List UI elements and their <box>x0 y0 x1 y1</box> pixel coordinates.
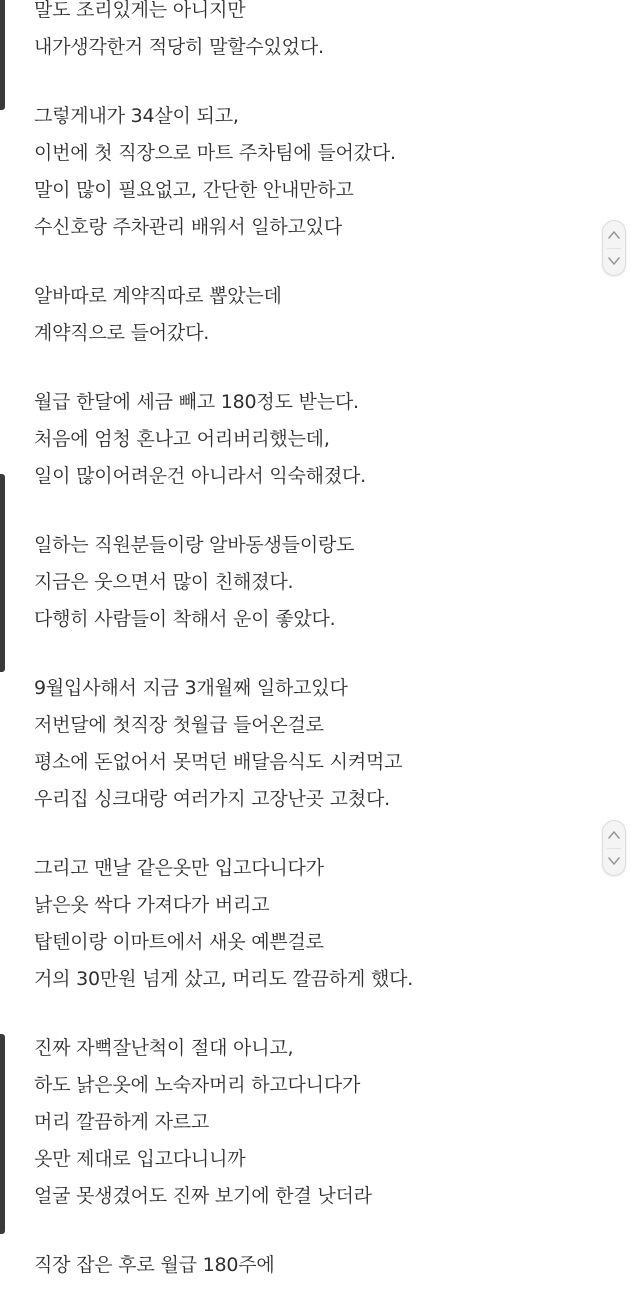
post-text-line: 우리집 싱크대랑 여러가지 고장난곳 고쳤다. <box>34 788 390 810</box>
post-text-line: 직장 잡은 후로 월급 180주에 <box>34 1254 275 1276</box>
post-text-line: 일하는 직원분들이랑 알바동생들이랑도 <box>34 534 355 556</box>
chevron-down-icon <box>603 248 625 274</box>
chevron-up-icon <box>603 222 625 248</box>
post-text-line: 낡은옷 싹다 가져다가 버리고 <box>34 894 270 916</box>
scroll-down-button[interactable] <box>603 248 625 274</box>
post-text-line: 처음에 엄청 혼나고 어리버리했는데, <box>34 428 330 450</box>
post-text-line: 그렇게내가 34살이 되고, <box>34 105 239 127</box>
post-paragraph <box>34 670 604 818</box>
post-paragraph <box>34 278 604 352</box>
post-paragraph <box>34 527 604 638</box>
post-body <box>34 0 604 1316</box>
chevron-up-icon <box>603 822 625 848</box>
post-text-line: 수신호랑 주차관리 배워서 일하고있다 <box>34 216 342 238</box>
post-paragraph <box>34 1247 604 1284</box>
post-text-line: 그리고 맨날 같은옷만 입고다니다가 <box>34 857 324 879</box>
post-text-line: 다행히 사람들이 착해서 운이 좋았다. <box>34 608 336 630</box>
post-text-line: 머리 깔끔하게 자르고 <box>34 1111 210 1133</box>
post-paragraph <box>34 0 604 66</box>
post-paragraph <box>34 1030 604 1215</box>
left-edge-marker <box>0 0 5 110</box>
post-text-line: 계약직으로 들어갔다. <box>34 322 210 344</box>
post-text-line: 평소에 돈없어서 못먹던 배달음식도 시켜먹고 <box>34 751 403 773</box>
scroll-control <box>602 820 626 876</box>
post-text-line: 진짜 자뻑잘난척이 절대 아니고, <box>34 1037 294 1059</box>
post-text-line: 거의 30만원 넘게 샀고, 머리도 깔끔하게 했다. <box>34 968 414 990</box>
post-text-line: 일이 많이어려운건 아니라서 익숙해졌다. <box>34 465 366 487</box>
scroll-up-button[interactable] <box>603 822 625 848</box>
left-edge-marker <box>0 474 5 672</box>
post-text-line: 알바따로 계약직따로 뽑았는데 <box>34 285 282 307</box>
post-paragraph <box>34 98 604 246</box>
chevron-down-icon <box>603 848 625 874</box>
scroll-down-button[interactable] <box>603 848 625 874</box>
post-paragraph <box>34 384 604 495</box>
post-text-line: 월급 한달에 세금 빼고 180정도 받는다. <box>34 391 359 413</box>
scroll-up-button[interactable] <box>603 222 625 248</box>
post-paragraph <box>34 850 604 998</box>
post-text-line: 이번에 첫 직장으로 마트 주차팀에 들어갔다. <box>34 142 396 164</box>
post-text-line: 지금은 웃으면서 많이 친해졌다. <box>34 571 294 593</box>
post-text-line: 하도 낡은옷에 노숙자머리 하고다니다가 <box>34 1074 361 1096</box>
scroll-control <box>602 220 626 276</box>
post-text-line: 얼굴 못생겼어도 진짜 보기에 한결 낫더라 <box>34 1185 372 1207</box>
left-edge-marker <box>0 1034 5 1234</box>
post-text-line: 말도 조리있게는 아니지만 <box>34 0 246 21</box>
post-text-line: 말이 많이 필요없고, 간단한 안내만하고 <box>34 179 354 201</box>
post-text-line: 저번달에 첫직장 첫월급 들어온걸로 <box>34 714 324 736</box>
post-text-line: 탑텐이랑 이마트에서 새옷 예쁜걸로 <box>34 931 324 953</box>
post-text-line: 옷만 제대로 입고다니니까 <box>34 1148 246 1170</box>
post-text-line: 내가생각한거 적당히 말할수있었다. <box>34 36 324 58</box>
post-text-line: 9월입사해서 지금 3개월째 일하고있다 <box>34 677 348 699</box>
